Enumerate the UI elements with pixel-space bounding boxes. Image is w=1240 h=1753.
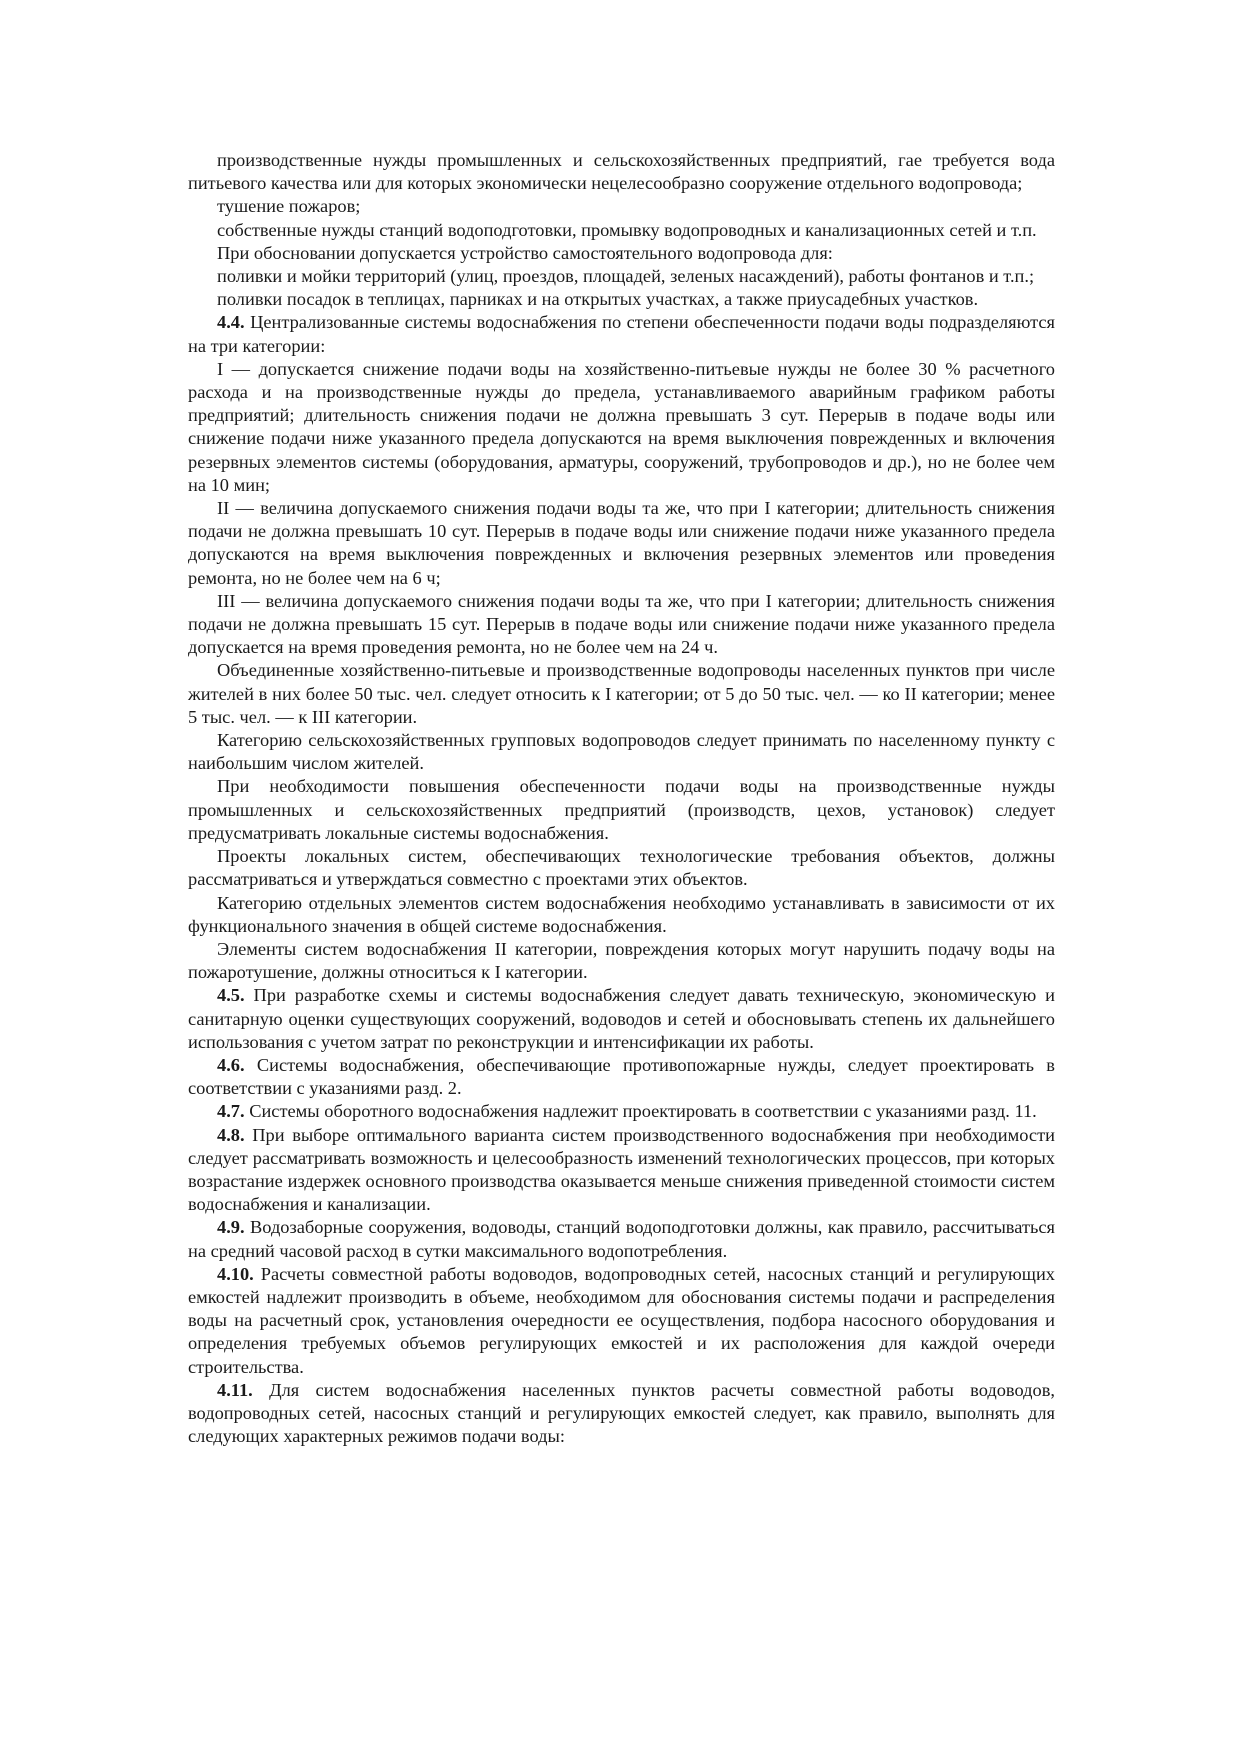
paragraph-text: III — величина допускаемого снижения подачи воды та же, что при I категории; длительность снижения подачи не должна превышать 15 сут. Перерыв в подаче воды или снижение подачи ниже указанного предела допускается на время проведения ремонта, но не более чем на 24 ч. (188, 590, 1055, 658)
paragraph (188, 659, 1055, 729)
paragraph-text: производственные нужды промышленных и сельскохозяйственных предприятий, гае требуется вода питьевого качества или для которых экономически нецелесообразно сооружение отдельного водопровода; (188, 150, 1055, 194)
paragraph-text: При необходимости повышения обеспеченности подачи воды на производственные нужды промышленных и сельскохозяйственных предприятий (производств, цехов, установок) следует предусматривать локальные системы водоснабжения. (188, 776, 1055, 843)
paragraph (188, 590, 1055, 660)
section-number: 4.8. (217, 1124, 245, 1145)
paragraph-text: II — величина допускаемого снижения подачи воды та же, что при I категории; длительность снижения подачи не должна превышать 10 сут. Перерыв в подаче воды или снижение подачи ниже указанного предела допускаются на время выключения поврежденных и включения резервных элементов или проведения ремонта, но не более чем на 6 ч; (188, 498, 1055, 588)
paragraph (188, 729, 1055, 775)
paragraph (188, 938, 1055, 984)
section-number: 4.7. (217, 1101, 245, 1122)
section-number: 4.10. (217, 1263, 254, 1284)
paragraph-text: Расчеты совместной работы водоводов, водопроводных сетей, насосных станций и регулирующих емкостей надлежит производить в объеме, необходимом для обоснования системы подачи и распределения воды на расчетный срок, установления очередности ее осуществления, подбора насосного оборудования и определения требуемых объемов регулирующих емкостей и их расположения для каждой очереди строительства. (188, 1263, 1055, 1377)
section-number: 4.4. (217, 312, 245, 333)
paragraph (188, 1124, 1055, 1217)
paragraph-text: собственные нужды станций водоподготовки, промывку водопроводных и канализационных сетей и т.п. (217, 219, 1037, 240)
paragraph-text: Водозаборные сооружения, водоводы, станций водоподготовки должны, как правило, рассчитываться на средний часовой расход в сутки максимального водопотребления. (188, 1217, 1055, 1261)
paragraph-text: При обосновании допускается устройство самостоятельного водопровода для: (217, 242, 833, 263)
paragraph (188, 195, 1055, 218)
paragraph-text: Для систем водоснабжения населенных пунктов расчеты совместной работы водоводов, водопроводных сетей, насосных станций и регулирующих емкостей следует, как правило, выполнять для следующих характерных режимов подачи воды: (188, 1379, 1055, 1447)
section-number: 4.6. (217, 1054, 245, 1075)
section-number: 4.9. (217, 1217, 245, 1238)
paragraph (188, 288, 1055, 311)
paragraph (188, 1379, 1055, 1449)
paragraph-text: Централизованные системы водоснабжения по степени обеспеченности подачи воды подразделяются на три категории: (188, 312, 1055, 356)
paragraph-text: тушение пожаров; (217, 196, 361, 217)
paragraph (188, 358, 1055, 497)
paragraph-text: При выборе оптимального варианта систем производственного водоснабжения при необходимости следует рассматривать возможность и целесообразность изменений технологических процессов, при которых возрастание издержек основного производства оказывается меньше снижения приведенной стоимости систем водоснабжения и канализации. (188, 1124, 1055, 1215)
paragraph (188, 1216, 1055, 1262)
paragraph-text: При разработке схемы и системы водоснабжения следует давать техническую, экономическую и санитарную оценки существующих сооружений, водоводов и сетей и обосновывать степень их дальнейшего использования с учетом затрат по реконструкции и интенсификации их работы. (188, 985, 1055, 1052)
paragraph-text: I — допускается снижение подачи воды на хозяйственно-питьевые нужды не более 30 % расчетного расхода и на производственные нужды до предела, устанавливаемого аварийным графиком работы предприятий; длительность снижения подачи не должна превышать 3 сут. Перерыв в подаче воды или снижение подачи ниже указанного предела допускаются на время выключения поврежденных и включения резервных элементов системы (оборудования, арматуры, сооружений, трубопроводов и др.), но не более чем на 10 мин; (188, 358, 1055, 495)
paragraph-text: Объединенные хозяйственно-питьевые и производственные водопроводы населенных пунктов при числе жителей в них более 50 тыс. чел. следует относить к I категории; от 5 до 50 тыс. чел. — ко II категории; менее 5 тыс. чел. — к III категории. (188, 660, 1055, 727)
section-number: 4.11. (217, 1379, 253, 1400)
paragraph (188, 1054, 1055, 1100)
paragraph (188, 242, 1055, 265)
paragraph-text: Проекты локальных систем, обеспечивающих технологические требования объектов, должны рассматриваться и утверждаться совместно с проектами этих объектов. (188, 846, 1055, 890)
paragraph (188, 497, 1055, 590)
paragraph (188, 311, 1055, 357)
paragraph (188, 265, 1055, 288)
paragraph (188, 1100, 1055, 1123)
paragraph (188, 775, 1055, 845)
paragraph-text: поливки посадок в теплицах, парниках и на открытых участках, а также приусадебных участков. (217, 289, 979, 310)
paragraph-text: Системы водоснабжения, обеспечивающие противопожарные нужды, следует проектировать в соответствии с указаниями разд. 2. (188, 1054, 1055, 1099)
paragraph-text: Категорию сельскохозяйственных групповых водопроводов следует принимать по населенному пункту с наибольшим числом жителей. (188, 730, 1055, 774)
paragraph (188, 149, 1055, 195)
paragraph (188, 219, 1055, 242)
paragraph-text: Категорию отдельных элементов систем водоснабжения необходимо устанавливать в зависимости от их функционального значения в общей системе водоснабжения. (188, 892, 1055, 936)
paragraph (188, 984, 1055, 1054)
document-page (188, 149, 1055, 1448)
paragraph-text: поливки и мойки территорий (улиц, проездов, площадей, зеленых насаждений), работы фонтанов и т.п.; (217, 266, 1035, 287)
paragraph (188, 845, 1055, 891)
paragraph (188, 1263, 1055, 1379)
section-number: 4.5. (217, 985, 245, 1006)
paragraph-text: Элементы систем водоснабжения II категории, повреждения которых могут нарушить подачу воды на пожаротушение, должны относиться к I категории. (188, 938, 1055, 983)
paragraph (188, 892, 1055, 938)
paragraph-text: Системы оборотного водоснабжения надлежит проектировать в соответствии с указаниями разд. 11. (249, 1101, 1037, 1122)
